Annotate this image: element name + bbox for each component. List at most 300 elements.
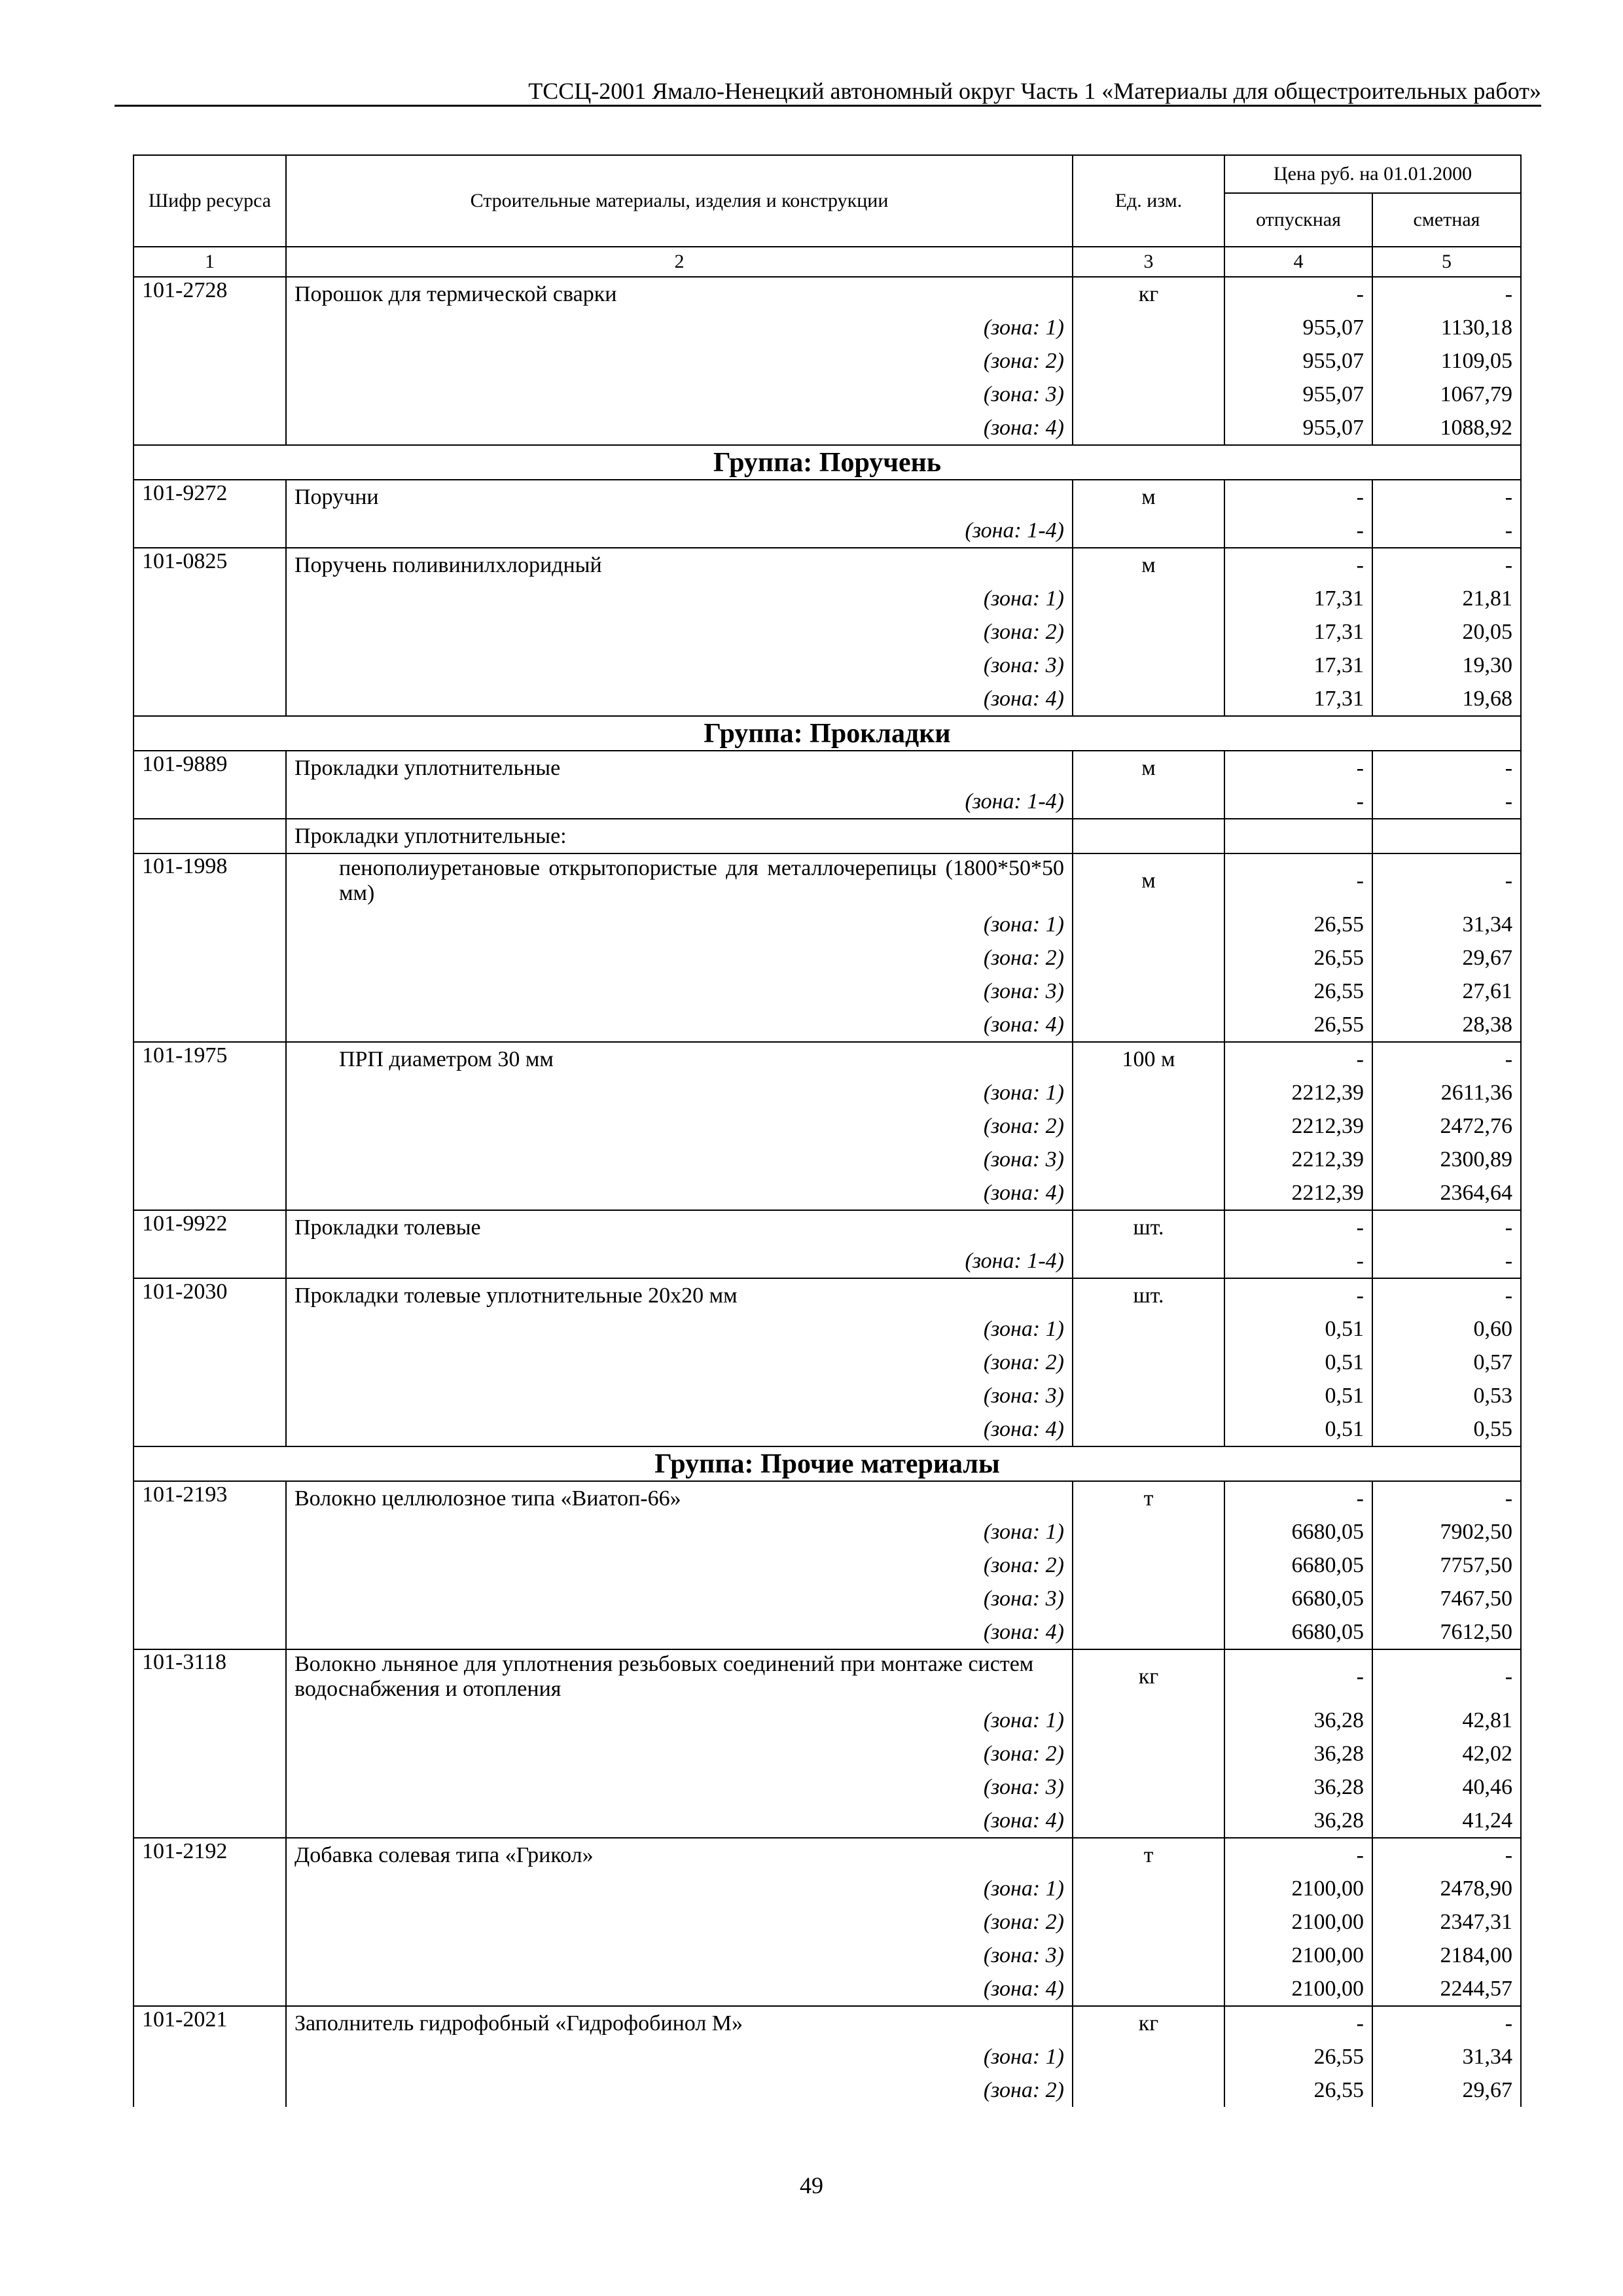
release-price: 17,31: [1224, 682, 1372, 716]
zone-row: [134, 1244, 1521, 1278]
release-price: 6680,05: [1224, 1549, 1372, 1582]
group-heading-row: [134, 445, 1521, 480]
release-price: 26,55: [1224, 2073, 1372, 2107]
estimate-price: 2478,90: [1372, 1872, 1521, 1905]
release-price: 26,55: [1224, 1008, 1372, 1042]
resource-code: [134, 908, 286, 941]
group-title: Группа: Прочие материалы: [134, 1446, 1521, 1481]
zone-label: (зона: 2): [286, 615, 1073, 649]
zone-row: [134, 941, 1521, 975]
release-price: 36,28: [1224, 1770, 1372, 1804]
zone-row: [134, 311, 1521, 344]
zone-label: (зона: 3): [286, 1379, 1073, 1412]
resource-code: [134, 1176, 286, 1210]
estimate-price: -: [1372, 277, 1521, 311]
release-price: 2212,39: [1224, 1176, 1372, 1210]
unit-of-measure: кг: [1073, 2006, 1224, 2040]
zone-label: (зона: 2): [286, 1549, 1073, 1582]
zone-row: [134, 1582, 1521, 1615]
unit-of-measure: [1073, 941, 1224, 975]
column-number: 2: [286, 247, 1073, 277]
release-price: -: [1224, 1838, 1372, 1872]
zone-label: (зона: 3): [286, 649, 1073, 682]
group-heading-row: [134, 716, 1521, 751]
zone-row: [134, 1549, 1521, 1582]
table-row: [134, 1838, 1521, 1872]
table-row: [134, 480, 1521, 514]
estimate-price: 29,67: [1372, 941, 1521, 975]
zone-row: [134, 1176, 1521, 1210]
material-name: Прокладки уплотнительные: [286, 751, 1073, 785]
resource-code: 101-9922: [134, 1210, 286, 1244]
release-price: -: [1224, 1649, 1372, 1704]
release-price: 955,07: [1224, 344, 1372, 378]
column-header-estimate-price: сметная: [1372, 193, 1521, 247]
estimate-price: 7467,50: [1372, 1582, 1521, 1615]
unit-of-measure: кг: [1073, 277, 1224, 311]
table-row: [134, 277, 1521, 311]
table-header: [134, 155, 1521, 277]
zone-row: [134, 2040, 1521, 2073]
release-price: -: [1224, 2006, 1372, 2040]
material-name: Добавка солевая типа «Грикол»: [286, 1838, 1073, 1872]
release-price: -: [1224, 1210, 1372, 1244]
resource-code: [134, 1076, 286, 1109]
column-number: 4: [1224, 247, 1372, 277]
unit-of-measure: [1073, 311, 1224, 344]
release-price: -: [1224, 514, 1372, 548]
resource-code: [134, 582, 286, 615]
zone-row: [134, 344, 1521, 378]
estimate-price: -: [1372, 1210, 1521, 1244]
estimate-price: 2472,76: [1372, 1109, 1521, 1143]
unit-of-measure: [1073, 1972, 1224, 2006]
unit-of-measure: [1073, 1176, 1224, 1210]
zone-label: (зона: 4): [286, 1615, 1073, 1649]
release-price: 36,28: [1224, 1704, 1372, 1737]
resource-code: [134, 1737, 286, 1770]
resource-code: 101-2192: [134, 1838, 286, 1872]
release-price: -: [1224, 853, 1372, 908]
resource-code: [134, 1939, 286, 1972]
release-price: 26,55: [1224, 2040, 1372, 2073]
estimate-price: 1130,18: [1372, 311, 1521, 344]
resource-code: [134, 2073, 286, 2107]
zone-label: (зона: 4): [286, 1804, 1073, 1838]
estimate-price: 7757,50: [1372, 1549, 1521, 1582]
column-header-release-price: отпускная: [1224, 193, 1372, 247]
zone-label: (зона: 1): [286, 2040, 1073, 2073]
zone-label: (зона: 4): [286, 1176, 1073, 1210]
estimate-price: 20,05: [1372, 615, 1521, 649]
release-price: 17,31: [1224, 615, 1372, 649]
zone-label: (зона: 1): [286, 311, 1073, 344]
unit-of-measure: [1073, 1244, 1224, 1278]
estimate-price: 2611,36: [1372, 1076, 1521, 1109]
zone-label: (зона: 2): [286, 1737, 1073, 1770]
release-price: -: [1224, 1244, 1372, 1278]
resource-code: [134, 514, 286, 548]
unit-of-measure: 100 м: [1073, 1042, 1224, 1076]
resource-code: [134, 1704, 286, 1737]
unit-of-measure: [1073, 378, 1224, 411]
unit-of-measure: [1073, 411, 1224, 445]
zone-label: (зона: 3): [286, 1143, 1073, 1176]
release-price: 955,07: [1224, 311, 1372, 344]
zone-label: (зона: 1): [286, 1515, 1073, 1549]
release-price: -: [1224, 480, 1372, 514]
column-header-name: Строительные материалы, изделия и конструкции: [286, 155, 1073, 247]
resource-code: [134, 1770, 286, 1804]
unit-of-measure: [1073, 819, 1224, 853]
resource-code: [134, 311, 286, 344]
unit-of-measure: шт.: [1073, 1278, 1224, 1312]
release-price: 0,51: [1224, 1412, 1372, 1446]
zone-row: [134, 649, 1521, 682]
estimate-price: 1067,79: [1372, 378, 1521, 411]
column-number: 5: [1372, 247, 1521, 277]
unit-of-measure: м: [1073, 853, 1224, 908]
estimate-price: -: [1372, 785, 1521, 819]
material-name: Поручни: [286, 480, 1073, 514]
zone-label: (зона: 1-4): [286, 514, 1073, 548]
column-number: 1: [134, 247, 286, 277]
estimate-price: 0,57: [1372, 1346, 1521, 1379]
resource-code: [134, 819, 286, 853]
zone-label: (зона: 3): [286, 1770, 1073, 1804]
resource-code: [134, 378, 286, 411]
zone-label: (зона: 4): [286, 1008, 1073, 1042]
estimate-price: -: [1372, 548, 1521, 582]
unit-of-measure: [1073, 1008, 1224, 1042]
zone-label: (зона: 4): [286, 411, 1073, 445]
estimate-price: 27,61: [1372, 975, 1521, 1008]
estimate-price: -: [1372, 1481, 1521, 1515]
unit-of-measure: м: [1073, 548, 1224, 582]
estimate-price: 41,24: [1372, 1804, 1521, 1838]
zone-row: [134, 785, 1521, 819]
zone-label: (зона: 1): [286, 582, 1073, 615]
zone-row: [134, 1770, 1521, 1804]
resource-code: [134, 1379, 286, 1412]
material-name: Волокно льняное для уплотнения резьбовых соединений при монтаже систем водоснабжения и отопления: [286, 1649, 1073, 1704]
unit-of-measure: [1073, 1939, 1224, 1972]
zone-label: (зона: 1): [286, 1872, 1073, 1905]
zone-row: [134, 1737, 1521, 1770]
resource-code: 101-3118: [134, 1649, 286, 1704]
resource-code: [134, 615, 286, 649]
unit-of-measure: [1073, 615, 1224, 649]
estimate-price: -: [1372, 853, 1521, 908]
table-body: [134, 277, 1521, 2107]
release-price: 6680,05: [1224, 1515, 1372, 1549]
group-heading-row: [134, 1446, 1521, 1481]
estimate-price: -: [1372, 480, 1521, 514]
material-name: Заполнитель гидрофобный «Гидрофобинол М»: [286, 2006, 1073, 2040]
unit-of-measure: [1073, 1143, 1224, 1176]
zone-row: [134, 1972, 1521, 2006]
release-price: -: [1224, 785, 1372, 819]
estimate-price: 0,60: [1372, 1312, 1521, 1346]
estimate-price: [1372, 819, 1521, 853]
release-price: 26,55: [1224, 975, 1372, 1008]
estimate-price: 28,38: [1372, 1008, 1521, 1042]
resource-code: [134, 1872, 286, 1905]
resource-code: [134, 411, 286, 445]
resource-code: [134, 1549, 286, 1582]
release-price: 6680,05: [1224, 1615, 1372, 1649]
zone-row: [134, 1008, 1521, 1042]
resource-code: [134, 649, 286, 682]
estimate-price: 1088,92: [1372, 411, 1521, 445]
zone-row: [134, 1515, 1521, 1549]
release-price: 36,28: [1224, 1804, 1372, 1838]
unit-of-measure: [1073, 649, 1224, 682]
estimate-price: 42,02: [1372, 1737, 1521, 1770]
zone-label: (зона: 2): [286, 344, 1073, 378]
group-title: Группа: Прокладки: [134, 716, 1521, 751]
resource-code: [134, 1008, 286, 1042]
release-price: 2212,39: [1224, 1143, 1372, 1176]
unit-of-measure: [1073, 1076, 1224, 1109]
page-number: 49: [800, 2172, 823, 2198]
release-price: 6680,05: [1224, 1582, 1372, 1615]
unit-of-measure: [1073, 908, 1224, 941]
release-price: 955,07: [1224, 411, 1372, 445]
table-row: [134, 1278, 1521, 1312]
resource-code: [134, 344, 286, 378]
estimate-price: 0,55: [1372, 1412, 1521, 1446]
header-divider: [115, 105, 1541, 107]
unit-of-measure: [1073, 1515, 1224, 1549]
unit-of-measure: [1073, 1379, 1224, 1412]
unit-of-measure: т: [1073, 1838, 1224, 1872]
zone-label: (зона: 1): [286, 1312, 1073, 1346]
zone-label: (зона: 1-4): [286, 785, 1073, 819]
table-row: [134, 853, 1521, 908]
zone-row: [134, 908, 1521, 941]
release-price: -: [1224, 1042, 1372, 1076]
resource-code: [134, 1804, 286, 1838]
estimate-price: 31,34: [1372, 2040, 1521, 2073]
zone-label: (зона: 3): [286, 1939, 1073, 1972]
column-header-price: Цена руб. на 01.01.2000: [1224, 155, 1521, 193]
estimate-price: 2364,64: [1372, 1176, 1521, 1210]
group-title: Группа: Поручень: [134, 445, 1521, 480]
unit-of-measure: [1073, 1109, 1224, 1143]
resource-code: [134, 1143, 286, 1176]
material-name: ПРП диаметром 30 мм: [286, 1042, 1073, 1076]
unit-of-measure: [1073, 1346, 1224, 1379]
unit-of-measure: [1073, 514, 1224, 548]
unit-of-measure: [1073, 1804, 1224, 1838]
subheading-row: [134, 819, 1521, 853]
unit-of-measure: [1073, 2073, 1224, 2107]
zone-label: (зона: 2): [286, 1109, 1073, 1143]
unit-of-measure: [1073, 682, 1224, 716]
zone-row: [134, 582, 1521, 615]
resource-code: [134, 2040, 286, 2073]
resource-code: [134, 1582, 286, 1615]
zone-row: [134, 1312, 1521, 1346]
release-price: 17,31: [1224, 649, 1372, 682]
material-subheading: Прокладки уплотнительные:: [286, 819, 1073, 853]
zone-row: [134, 1109, 1521, 1143]
unit-of-measure: [1073, 1582, 1224, 1615]
resource-code: [134, 785, 286, 819]
release-price: -: [1224, 751, 1372, 785]
estimate-price: 42,81: [1372, 1704, 1521, 1737]
zone-row: [134, 378, 1521, 411]
release-price: 26,55: [1224, 941, 1372, 975]
release-price: 2100,00: [1224, 1939, 1372, 1972]
resource-code: [134, 1312, 286, 1346]
zone-label: (зона: 2): [286, 941, 1073, 975]
resource-code: [134, 682, 286, 716]
unit-of-measure: м: [1073, 751, 1224, 785]
release-price: 2100,00: [1224, 1872, 1372, 1905]
estimate-price: 31,34: [1372, 908, 1521, 941]
estimate-price: -: [1372, 1244, 1521, 1278]
estimate-price: 7612,50: [1372, 1615, 1521, 1649]
estimate-price: 29,67: [1372, 2073, 1521, 2107]
estimate-price: 19,30: [1372, 649, 1521, 682]
release-price: 2212,39: [1224, 1109, 1372, 1143]
zone-row: [134, 682, 1521, 716]
estimate-price: 2347,31: [1372, 1905, 1521, 1939]
zone-label: (зона: 1): [286, 908, 1073, 941]
resource-code: [134, 1905, 286, 1939]
zone-label: (зона: 3): [286, 975, 1073, 1008]
resource-code: [134, 1346, 286, 1379]
zone-row: [134, 615, 1521, 649]
zone-label: (зона: 4): [286, 682, 1073, 716]
release-price: 0,51: [1224, 1312, 1372, 1346]
unit-of-measure: кг: [1073, 1649, 1224, 1704]
resource-code: 101-9272: [134, 480, 286, 514]
unit-of-measure: [1073, 1312, 1224, 1346]
table-row: [134, 751, 1521, 785]
table-row: [134, 1210, 1521, 1244]
release-price: 0,51: [1224, 1346, 1372, 1379]
zone-label: (зона: 2): [286, 1905, 1073, 1939]
zone-row: [134, 514, 1521, 548]
zone-label: (зона: 1): [286, 1704, 1073, 1737]
estimate-price: 2184,00: [1372, 1939, 1521, 1972]
estimate-price: 2244,57: [1372, 1972, 1521, 2006]
zone-label: (зона: 4): [286, 1972, 1073, 2006]
estimate-price: -: [1372, 1838, 1521, 1872]
release-price: 17,31: [1224, 582, 1372, 615]
zone-row: [134, 1615, 1521, 1649]
release-price: 955,07: [1224, 378, 1372, 411]
estimate-price: 7902,50: [1372, 1515, 1521, 1549]
unit-of-measure: [1073, 785, 1224, 819]
unit-of-measure: шт.: [1073, 1210, 1224, 1244]
estimate-price: -: [1372, 1278, 1521, 1312]
zone-row: [134, 1905, 1521, 1939]
estimate-price: -: [1372, 1042, 1521, 1076]
resource-code: 101-0825: [134, 548, 286, 582]
resource-code: 101-2030: [134, 1278, 286, 1312]
release-price: -: [1224, 277, 1372, 311]
unit-of-measure: [1073, 1549, 1224, 1582]
unit-of-measure: [1073, 1412, 1224, 1446]
zone-label: (зона: 4): [286, 1412, 1073, 1446]
release-price: 2100,00: [1224, 1905, 1372, 1939]
zone-row: [134, 411, 1521, 445]
release-price: -: [1224, 548, 1372, 582]
unit-of-measure: [1073, 1704, 1224, 1737]
zone-row: [134, 1704, 1521, 1737]
release-price: 36,28: [1224, 1737, 1372, 1770]
estimate-price: 21,81: [1372, 582, 1521, 615]
document-header-title: ТССЦ-2001 Ямало-Ненецкий автономный округ Часть 1 «Материалы для общестроительных работ»: [528, 78, 1541, 104]
price-table: [133, 154, 1522, 2107]
zone-row: [134, 1412, 1521, 1446]
resource-code: 101-2728: [134, 277, 286, 311]
release-price: -: [1224, 1481, 1372, 1515]
table-row: [134, 1649, 1521, 1704]
resource-code: [134, 1615, 286, 1649]
estimate-price: 0,53: [1372, 1379, 1521, 1412]
resource-code: 101-2193: [134, 1481, 286, 1515]
table-row: [134, 1042, 1521, 1076]
unit-of-measure: т: [1073, 1481, 1224, 1515]
release-price: 26,55: [1224, 908, 1372, 941]
zone-row: [134, 1143, 1521, 1176]
unit-of-measure: [1073, 1737, 1224, 1770]
release-price: 2100,00: [1224, 1972, 1372, 2006]
unit-of-measure: [1073, 1872, 1224, 1905]
zone-label: (зона: 2): [286, 2073, 1073, 2107]
zone-row: [134, 1804, 1521, 1838]
table-row: [134, 2006, 1521, 2040]
zone-row: [134, 1346, 1521, 1379]
unit-of-measure: [1073, 344, 1224, 378]
resource-code: 101-9889: [134, 751, 286, 785]
resource-code: [134, 941, 286, 975]
estimate-price: 1109,05: [1372, 344, 1521, 378]
release-price: 2212,39: [1224, 1076, 1372, 1109]
resource-code: 101-1975: [134, 1042, 286, 1076]
estimate-price: 2300,89: [1372, 1143, 1521, 1176]
release-price: -: [1224, 1278, 1372, 1312]
material-name: Прокладки толевые: [286, 1210, 1073, 1244]
resource-code: 101-1998: [134, 853, 286, 908]
resource-code: [134, 1515, 286, 1549]
resource-code: [134, 975, 286, 1008]
zone-label: (зона: 1): [286, 1076, 1073, 1109]
zone-row: [134, 975, 1521, 1008]
release-price: [1224, 819, 1372, 853]
resource-code: 101-2021: [134, 2006, 286, 2040]
material-name: пенополиуретановые открытопористые для металлочерепицы (1800*50*50 мм): [286, 853, 1073, 908]
zone-label: (зона: 2): [286, 1346, 1073, 1379]
zone-label: (зона: 3): [286, 1582, 1073, 1615]
table-row: [134, 548, 1521, 582]
material-name: Поручень поливинилхлоридный: [286, 548, 1073, 582]
estimate-price: 40,46: [1372, 1770, 1521, 1804]
estimate-price: 19,68: [1372, 682, 1521, 716]
unit-of-measure: [1073, 975, 1224, 1008]
resource-code: [134, 1972, 286, 2006]
unit-of-measure: [1073, 1905, 1224, 1939]
zone-row: [134, 1076, 1521, 1109]
material-name: Волокно целлюлозное типа «Виатоп-66»: [286, 1481, 1073, 1515]
unit-of-measure: [1073, 582, 1224, 615]
column-number: 3: [1073, 247, 1224, 277]
